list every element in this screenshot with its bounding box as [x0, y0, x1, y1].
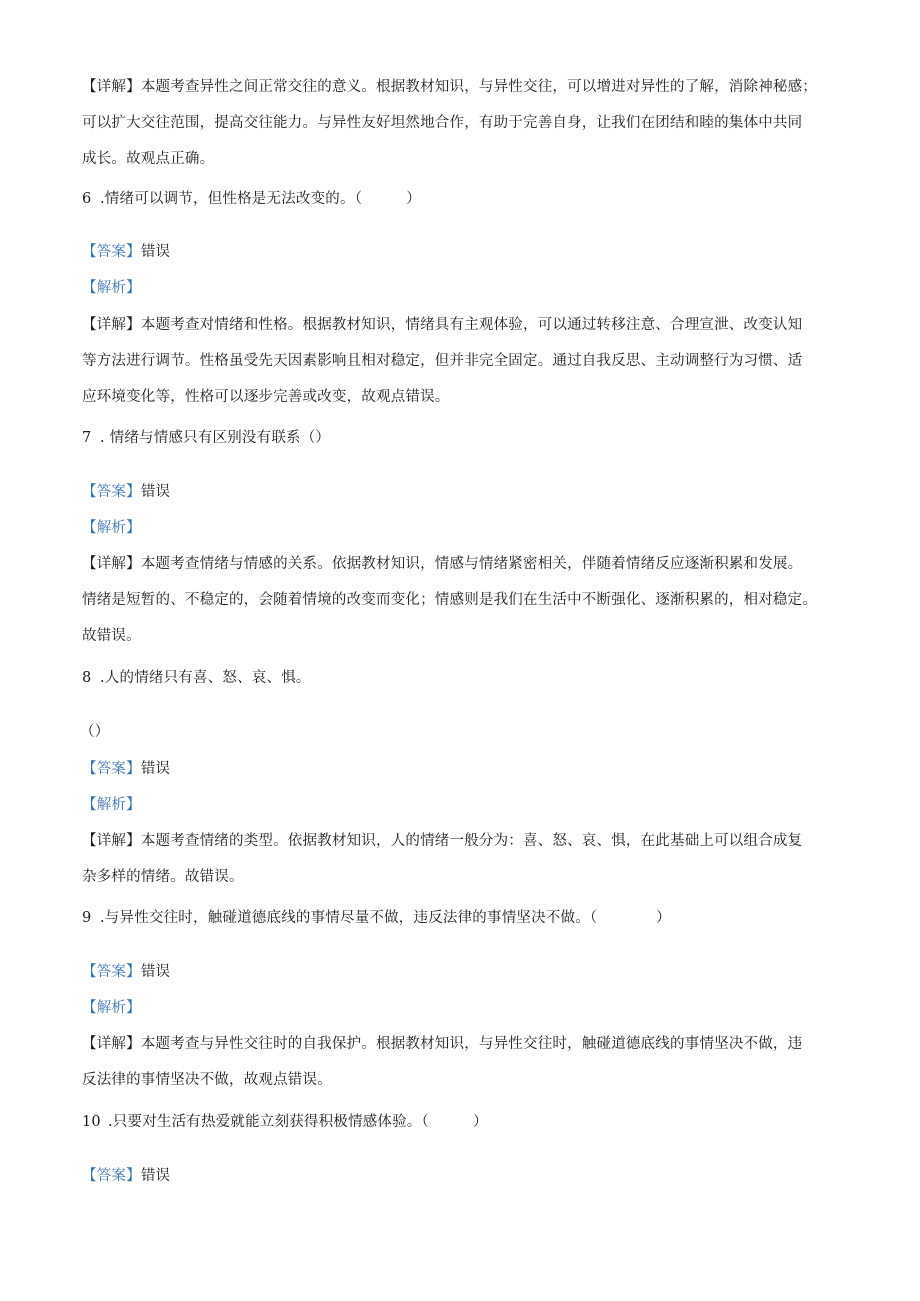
q8-detail-line-1 — [82, 831, 802, 851]
detail-tag: 【详解】 — [82, 833, 141, 849]
q5-detail-line-1 — [82, 77, 817, 97]
q5-detail-line-2 — [82, 113, 802, 133]
question-text: .与异性交往时，触碰道德底线的事情尽量不做，违反法律的事情坚决不做。（ ） — [100, 910, 671, 926]
answer-tag: 【答案】 — [82, 964, 141, 980]
detail-text: 本题考查异性之间正常交往的意义。根据教材知识，与异性交往，可以增进对异性的了解，消除神秘感； — [140, 79, 818, 95]
q9-answer — [82, 962, 170, 982]
detail-text: 等方法进行调节。性格虽受先天因素影响且相对稳定，但并非完全固定。通过自我反思、主动调整行为习惯、适 — [82, 353, 803, 369]
detail-tag: 【详解】 — [82, 79, 141, 95]
q8-question — [82, 668, 311, 688]
q7-analysis — [82, 518, 141, 538]
q8-analysis — [82, 795, 141, 815]
q6-detail-line-1 — [82, 315, 802, 335]
answer-text: 错误 — [140, 964, 171, 980]
analysis-tag: 【解析】 — [82, 797, 141, 813]
q9-detail-line-2 — [82, 1070, 332, 1090]
answer-parentheses: （） — [80, 724, 110, 740]
q9-detail-line-1 — [82, 1034, 802, 1054]
detail-text: 本题考查对情绪和性格。根据教材知识，情绪具有主观体验，可以通过转移注意、合理宣泄、改变认知 — [140, 317, 803, 333]
detail-tag: 【详解】 — [82, 1036, 141, 1052]
answer-tag: 【答案】 — [82, 1168, 141, 1184]
question-number: 6 — [82, 191, 92, 207]
q9-analysis — [82, 998, 141, 1018]
answer-tag: 【答案】 — [82, 244, 141, 260]
answer-tag: 【答案】 — [82, 484, 141, 500]
q10-question — [82, 1112, 488, 1132]
detail-text: 本题考查情绪与情感的关系。依据教材知识，情感与情绪紧密相关，伴随着情绪反应逐渐积累和发展。 — [140, 556, 803, 572]
answer-text: 错误 — [140, 484, 171, 500]
q6-question — [82, 189, 421, 209]
question-number: 7 — [82, 430, 92, 446]
answer-text: 错误 — [140, 244, 171, 260]
q6-detail-line-3 — [82, 387, 450, 407]
answer-text: 错误 — [140, 761, 171, 777]
detail-text: 成长。故观点正确。 — [82, 151, 215, 167]
answer-tag: 【答案】 — [82, 761, 141, 777]
detail-text: 应环境变化等，性格可以逐步完善或改变，故观点错误。 — [82, 389, 450, 405]
detail-text: 本题考查情绪的类型。依据教材知识，人的情绪一般分为：喜、怒、哀、惧，在此基础上可以组合成复 — [140, 833, 803, 849]
question-text: . 情绪与情感只有区别没有联系（） — [100, 430, 331, 446]
q5-detail-line-3 — [82, 149, 214, 169]
detail-tag: 【详解】 — [82, 317, 141, 333]
analysis-tag: 【解析】 — [82, 520, 141, 536]
q10-answer — [82, 1166, 170, 1186]
question-number: 8 — [82, 670, 92, 686]
detail-text: 情绪是短暂的、不稳定的，会随着情境的改变而变化；情感则是我们在生活中不断强化、逐渐积累的，相对稳定。 — [82, 592, 817, 608]
q7-detail-line-3 — [82, 626, 141, 646]
analysis-tag: 【解析】 — [82, 1000, 141, 1016]
detail-text: 本题考查与异性交往时的自我保护。根据教材知识，与异性交往时，触碰道德底线的事情坚决不做，违 — [140, 1036, 803, 1052]
question-number: 10 — [82, 1114, 101, 1130]
q7-detail-line-1 — [82, 554, 802, 574]
q8-answer — [82, 759, 170, 779]
q7-answer — [82, 482, 170, 502]
q7-question — [82, 428, 330, 448]
question-text: .情绪可以调节，但性格是无法改变的。（ ） — [100, 191, 421, 207]
detail-text: 反法律的事情坚决不做，故观点错误。 — [82, 1072, 332, 1088]
question-number: 9 — [82, 910, 92, 926]
detail-text: 故错误。 — [82, 628, 141, 644]
question-text: .只要对生活有热爱就能立刻获得积极情感体验。（ ） — [108, 1114, 488, 1130]
q6-answer — [82, 242, 170, 262]
q7-detail-line-2 — [82, 590, 817, 610]
analysis-tag: 【解析】 — [82, 280, 141, 296]
question-text: .人的情绪只有喜、怒、哀、惧。 — [100, 670, 311, 686]
q8-paren — [80, 722, 109, 742]
detail-text: 杂多样的情绪。故错误。 — [82, 869, 244, 885]
q9-question — [82, 908, 671, 928]
detail-tag: 【详解】 — [82, 556, 141, 572]
q8-detail-line-2 — [82, 867, 244, 887]
answer-text: 错误 — [140, 1168, 171, 1184]
q6-detail-line-2 — [82, 351, 802, 371]
detail-text: 可以扩大交往范围，提高交往能力。与异性友好坦然地合作，有助于完善自身，让我们在团结和睦的集体中共同 — [82, 115, 803, 131]
q6-analysis — [82, 278, 141, 298]
